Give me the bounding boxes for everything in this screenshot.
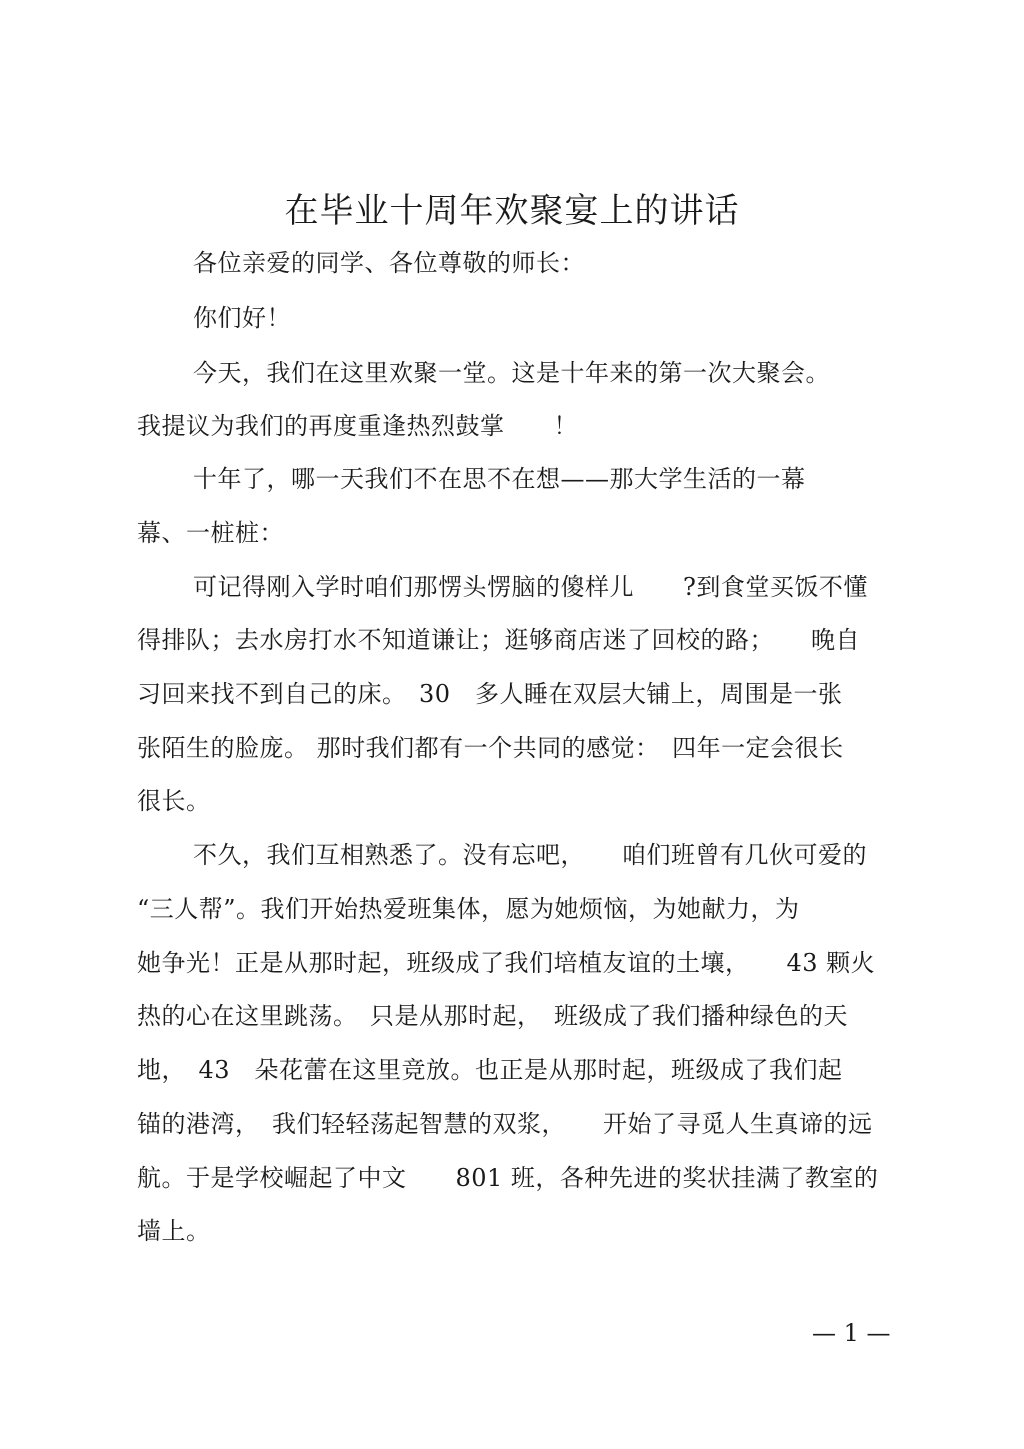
paragraph-line: 她争光！正是从那时起，班级成了我们培植友谊的土壤， 43 颗火 bbox=[137, 949, 876, 977]
salutation-line: 各位亲爱的同学、各位尊敬的师长： bbox=[193, 249, 585, 277]
greeting-line: 你们好！ bbox=[193, 304, 291, 332]
paragraph-line: 很长。 bbox=[137, 787, 211, 815]
paragraph-line: 得排队；去水房打水不知道谦让；逛够商店迷了回校的路； 晚自 bbox=[137, 626, 860, 654]
paragraph-line: 锚的港湾， 我们轻轻荡起智慧的双浆， 开始了寻觅人生真谛的远 bbox=[137, 1110, 873, 1138]
paragraph-line: 习回来找不到自己的床。 30 多人睡在双层大铺上，周围是一张 bbox=[137, 680, 843, 708]
paragraph-line: 可记得刚入学时咱们那愣头愣脑的傻样儿 ?到食堂买饭不懂 bbox=[193, 573, 868, 601]
paragraph-line: 我提议为我们的再度重逢热烈鼓掌 ！ bbox=[137, 412, 578, 440]
paragraph-line: 航。于是学校崛起了中文 801 班，各种先进的奖状挂满了教室的 bbox=[137, 1164, 879, 1192]
paragraph-line: 地， 43 朵花蕾在这里竞放。也正是从那时起，班级成了我们起 bbox=[137, 1056, 843, 1084]
paragraph-line: 张陌生的脸庞。 那时我们都有一个共同的感觉： 四年一定会很长 bbox=[137, 734, 844, 762]
paragraph-line: 十年了，哪一天我们不在思不在想——那大学生活的一幕 bbox=[193, 465, 806, 493]
paragraph-line: 不久，我们互相熟悉了。没有忘吧， 咱们班曾有几伙可爱的 bbox=[193, 841, 867, 869]
paragraph-line: 幕、一桩桩： bbox=[137, 519, 284, 547]
paragraph-line: 墙上。 bbox=[137, 1217, 211, 1245]
paragraph-line: “三人帮”。我们开始热爱班集体，愿为她烦恼，为她献力，为 bbox=[137, 895, 800, 923]
document-title: 在毕业十周年欢聚宴上的讲话 bbox=[284, 191, 740, 231]
page-number: — 1 — bbox=[812, 1319, 891, 1347]
paragraph-line: 热的心在这里跳荡。 只是从那时起， 班级成了我们播种绿色的天 bbox=[137, 1002, 848, 1030]
paragraph-line: 今天，我们在这里欢聚一堂。这是十年来的第一次大聚会。 bbox=[193, 359, 830, 387]
